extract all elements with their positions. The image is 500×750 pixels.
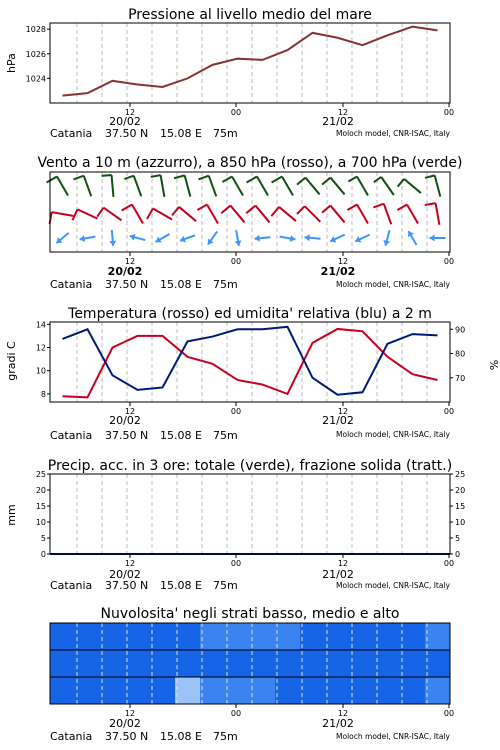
y-tick-label: 20 <box>35 486 46 495</box>
wind-700-barb-flag <box>348 176 357 181</box>
cloud-cell <box>50 650 76 677</box>
wind-700-barb-flag <box>198 176 208 180</box>
wind-10m-arrow-head <box>430 235 435 242</box>
x-tick-label: 12 <box>124 407 136 416</box>
wind-700-barb-flag <box>47 176 57 182</box>
wind-700-barb-flag <box>425 175 435 178</box>
wind-700-barb-flag <box>322 178 330 185</box>
wind-700-barb-flag <box>174 175 185 178</box>
wind-700-barb <box>84 176 92 197</box>
cloud-cell <box>400 623 426 650</box>
y-tick-label: 12 <box>35 343 46 353</box>
wind-850-barb <box>255 206 269 223</box>
cloud-cell <box>300 650 326 677</box>
wind-850-barb <box>305 206 321 222</box>
x-tick-label: 12 <box>337 559 349 568</box>
footer-alt: 75m <box>213 579 238 592</box>
y-tick-label: 5 <box>40 534 46 543</box>
x-tick-label: 00 <box>230 709 242 718</box>
x-tick-label: 00 <box>230 559 242 568</box>
cloud-cell <box>200 650 226 677</box>
footer-alt: 75m <box>213 429 238 442</box>
temperature-panel <box>5 306 500 442</box>
wind-850-barb <box>78 209 98 218</box>
cloud-cell <box>100 677 126 704</box>
y-tick-label: 20 <box>455 486 466 495</box>
wind-850-barb-flag <box>246 206 255 214</box>
cloud-cell <box>425 650 451 677</box>
cloud-cell <box>125 650 151 677</box>
cloud-cell <box>325 677 351 704</box>
wind-850-barb <box>103 208 121 221</box>
temperature-footer <box>50 429 451 442</box>
cloud-cell <box>75 650 101 677</box>
cloud-cell <box>275 677 301 704</box>
wind-850-barb-flag <box>297 206 305 214</box>
x-tick-label: 12 <box>124 709 136 718</box>
wind-10m-arrow-head <box>255 235 260 242</box>
y-tick-label: 1028 <box>25 25 46 35</box>
footer-lat: 37.50 N <box>105 429 149 442</box>
x-tick-label: 12 <box>337 709 349 718</box>
footer-lat: 37.50 N <box>105 579 149 592</box>
x-tick-label: 12 <box>124 257 136 266</box>
cloud-cell <box>275 650 301 677</box>
cloud-cell <box>425 623 451 650</box>
wind-700-barb-flag <box>102 175 112 176</box>
wind-700-barb <box>435 175 441 196</box>
footer-lon: 15.08 E <box>160 278 202 291</box>
pressure-line <box>63 27 438 96</box>
footer-lon: 15.08 E <box>160 579 202 592</box>
wind-850-barb-flag <box>172 207 179 215</box>
wind-x-ticks <box>125 252 454 266</box>
x-tick-label: 00 <box>443 108 455 117</box>
wind-700-barb <box>305 178 319 195</box>
cloud-title: Nuvolosita' negli strati basso, medio e alto <box>100 606 400 622</box>
pressure-ylabel: hPa <box>5 53 18 73</box>
wind-700-barb <box>57 176 68 195</box>
wind-850-barb-flag <box>425 203 436 205</box>
cloud-cell <box>75 677 101 704</box>
footer-lon: 15.08 E <box>160 730 202 743</box>
cloud-cell <box>400 677 426 704</box>
precip-frame <box>50 474 450 554</box>
cloud-cells <box>50 623 451 704</box>
y-tick-label: 10 <box>35 518 46 527</box>
wind-700-barb <box>381 177 394 195</box>
wind-850-barb-flag <box>221 206 230 214</box>
x-tick-label: 00 <box>443 257 455 266</box>
cloud-cell <box>350 623 376 650</box>
wind-850-barb <box>179 207 196 221</box>
footer-model: Moloch model, CNR-ISAC, Italy <box>336 280 450 289</box>
wind-10m-arrow-head <box>109 241 116 246</box>
footer-location: Catania <box>50 127 93 140</box>
y-tick-label: 25 <box>455 470 466 479</box>
wind-850-barb <box>279 207 296 221</box>
precip-x-ticks <box>125 554 454 568</box>
footer-lon: 15.08 E <box>160 127 202 140</box>
pressure-series <box>63 27 438 96</box>
wind-850-barb-flag <box>271 207 279 216</box>
temperature-x-ticks <box>125 402 454 416</box>
cloud-cell <box>250 650 276 677</box>
footer-location: Catania <box>50 730 93 743</box>
pressure-y-ticks <box>26 25 50 83</box>
cloud-cell <box>225 677 251 704</box>
y-tick-label: 5 <box>455 534 461 543</box>
cloud-cell <box>175 677 201 704</box>
wind-700-barb-flag <box>124 176 133 179</box>
footer-location: Catania <box>50 429 93 442</box>
pressure-grid <box>77 23 427 103</box>
cloud-cell <box>100 650 126 677</box>
cloud-cell <box>250 677 276 704</box>
precip-date-2: 21/02 <box>322 568 354 581</box>
cloud-cell <box>150 650 176 677</box>
cloud-cell <box>225 623 251 650</box>
cloud-cell <box>325 623 351 650</box>
cloud-cell <box>325 650 351 677</box>
cloud-cell <box>350 650 376 677</box>
pressure-title: Pressione al livello medio del mare <box>128 7 372 23</box>
cloud-date-1: 20/02 <box>109 717 141 730</box>
cloud-footer <box>50 730 451 743</box>
x-tick-label: 12 <box>124 108 136 117</box>
cloud-cell <box>200 623 226 650</box>
wind-700-barb <box>232 176 243 195</box>
wind-700-barb-flag <box>297 178 305 185</box>
cloud-cell <box>175 623 201 650</box>
wind-footer <box>50 278 451 291</box>
y-tick-label: 80 <box>455 349 466 359</box>
wind-700-barb <box>112 175 114 197</box>
wind-850-barb <box>52 212 74 216</box>
footer-model: Moloch model, CNR-ISAC, Italy <box>336 732 450 741</box>
wind-panel <box>37 155 462 291</box>
cloud-panel <box>50 606 454 743</box>
temperature-date-1: 20/02 <box>109 414 141 427</box>
precip-footer <box>50 579 451 592</box>
precip-y-ticks-right <box>450 470 465 559</box>
cloud-cell <box>150 677 176 704</box>
x-tick-label: 12 <box>337 407 349 416</box>
wind-700-barb-flag <box>398 179 404 187</box>
cloud-cell <box>250 623 276 650</box>
wind-850-barb-flag <box>97 208 103 217</box>
x-tick-label: 12 <box>337 108 349 117</box>
wind-850-barb <box>436 203 440 225</box>
y-tick-label: 15 <box>455 502 466 511</box>
x-tick-label: 12 <box>337 257 349 266</box>
wind-850-barb <box>230 206 244 223</box>
cloud-cell <box>375 623 401 650</box>
wind-850-barb-flag <box>373 204 383 208</box>
x-tick-label: 00 <box>443 559 455 568</box>
cloud-cell <box>75 623 101 650</box>
wind-700-barb-flag <box>374 177 381 182</box>
temperature-grid <box>77 322 427 402</box>
humidity-ylabel: % <box>487 359 500 371</box>
wind-700-barb <box>209 176 217 197</box>
temperature-humidity-series <box>63 327 438 398</box>
precip-ylabel: mm <box>5 504 18 526</box>
y-tick-label: 1024 <box>25 74 46 84</box>
precip-grid <box>77 474 427 554</box>
footer-location: Catania <box>50 579 93 592</box>
cloud-cell <box>300 677 326 704</box>
footer-location: Catania <box>50 278 93 291</box>
cloud-cell <box>125 677 151 704</box>
pressure-panel <box>5 7 454 140</box>
footer-lat: 37.50 N <box>105 730 149 743</box>
cloud-cell <box>300 623 326 650</box>
cloud-cell <box>50 677 76 704</box>
footer-lat: 37.50 N <box>105 278 149 291</box>
wind-850-barb <box>132 204 143 223</box>
cloud-cell <box>175 650 201 677</box>
footer-alt: 75m <box>213 127 238 140</box>
cloud-cell <box>275 623 301 650</box>
temperature-date-2: 21/02 <box>322 414 354 427</box>
wind-850-barb <box>384 204 392 225</box>
cloud-date-2: 21/02 <box>322 717 354 730</box>
precip-y-ticks <box>36 470 50 559</box>
y-tick-label: 14 <box>35 320 46 330</box>
temperature-y-ticks <box>36 320 50 399</box>
pressure-x-ticks <box>125 103 454 117</box>
footer-model: Moloch model, CNR-ISAC, Italy <box>336 430 450 439</box>
wind-700-barb <box>282 176 293 195</box>
cloud-cell <box>200 677 226 704</box>
footer-model: Moloch model, CNR-ISAC, Italy <box>336 129 450 138</box>
wind-700-barb <box>185 175 191 196</box>
wind-700-barb <box>161 175 165 197</box>
wind-700-barb <box>404 179 421 193</box>
wind-700-barb <box>330 178 344 195</box>
footer-model: Moloch model, CNR-ISAC, Italy <box>336 581 450 590</box>
y-tick-label: 90 <box>455 325 466 335</box>
pressure-footer <box>50 127 451 140</box>
cloud-cell <box>100 623 126 650</box>
y-tick-label: 25 <box>35 470 46 479</box>
cloud-cell <box>225 650 251 677</box>
footer-alt: 75m <box>213 730 238 743</box>
x-tick-label: 00 <box>443 709 455 718</box>
x-tick-label: 00 <box>230 407 242 416</box>
cloud-cell <box>425 677 451 704</box>
humidity-y-ticks <box>450 325 465 382</box>
cloud-cell <box>150 623 176 650</box>
wind-700-barb <box>257 176 268 195</box>
temperature-ylabel: gradi C <box>5 341 18 381</box>
cloud-cell <box>350 677 376 704</box>
wind-850-barb-flag <box>322 206 330 213</box>
y-tick-label: 10 <box>455 518 466 527</box>
humidity-line <box>63 327 438 395</box>
wind-850-barb <box>153 209 172 220</box>
y-tick-label: 10 <box>35 366 46 376</box>
wind-700-barb-flag <box>73 176 83 180</box>
temperature-frame <box>50 322 450 402</box>
footer-lat: 37.50 N <box>105 127 149 140</box>
precip-date-1: 20/02 <box>109 568 141 581</box>
wind-700-barb <box>357 176 368 195</box>
wind-10m-arrow-head <box>305 234 310 241</box>
wind-700-barb <box>134 176 142 197</box>
wind-date-2: 21/02 <box>320 265 356 278</box>
temperature-line <box>63 329 438 397</box>
cloud-x-ticks <box>125 704 454 718</box>
wind-850-barb <box>330 206 344 223</box>
pressure-date-1: 20/02 <box>109 115 141 128</box>
y-tick-label: 15 <box>35 502 46 511</box>
wind-850-barb <box>407 204 418 223</box>
cloud-cell <box>50 623 76 650</box>
precip-panel <box>5 458 465 592</box>
footer-alt: 75m <box>213 278 238 291</box>
cloud-cell <box>375 677 401 704</box>
x-tick-label: 00 <box>230 257 242 266</box>
temperature-title: Temperatura (rosso) ed umidita' relativa (blu) a 2 m <box>68 306 432 322</box>
x-tick-label: 00 <box>230 108 242 117</box>
x-tick-label: 00 <box>443 407 455 416</box>
wind-date-1: 20/02 <box>107 265 143 278</box>
precip-title: Precip. acc. in 3 ore: totale (verde), frazione solida (tratt.) <box>47 458 453 474</box>
y-tick-label: 1026 <box>25 49 46 59</box>
wind-grid <box>77 172 427 252</box>
y-tick-label: 0 <box>455 550 461 559</box>
pressure-date-2: 21/02 <box>322 115 354 128</box>
x-tick-label: 12 <box>124 559 136 568</box>
wind-barbs <box>47 175 446 246</box>
y-tick-label: 0 <box>40 550 46 559</box>
wind-850-barb <box>207 204 218 223</box>
footer-lon: 15.08 E <box>160 429 202 442</box>
wind-title: Vento a 10 m (azzurro), a 850 hPa (rosso), a 700 hPa (verde) <box>37 155 463 171</box>
cloud-cell <box>125 623 151 650</box>
y-tick-label: 70 <box>455 373 466 383</box>
wind-850-barb <box>357 204 368 223</box>
cloud-cell <box>375 650 401 677</box>
cloud-cell <box>400 650 426 677</box>
y-tick-label: 8 <box>40 389 46 399</box>
